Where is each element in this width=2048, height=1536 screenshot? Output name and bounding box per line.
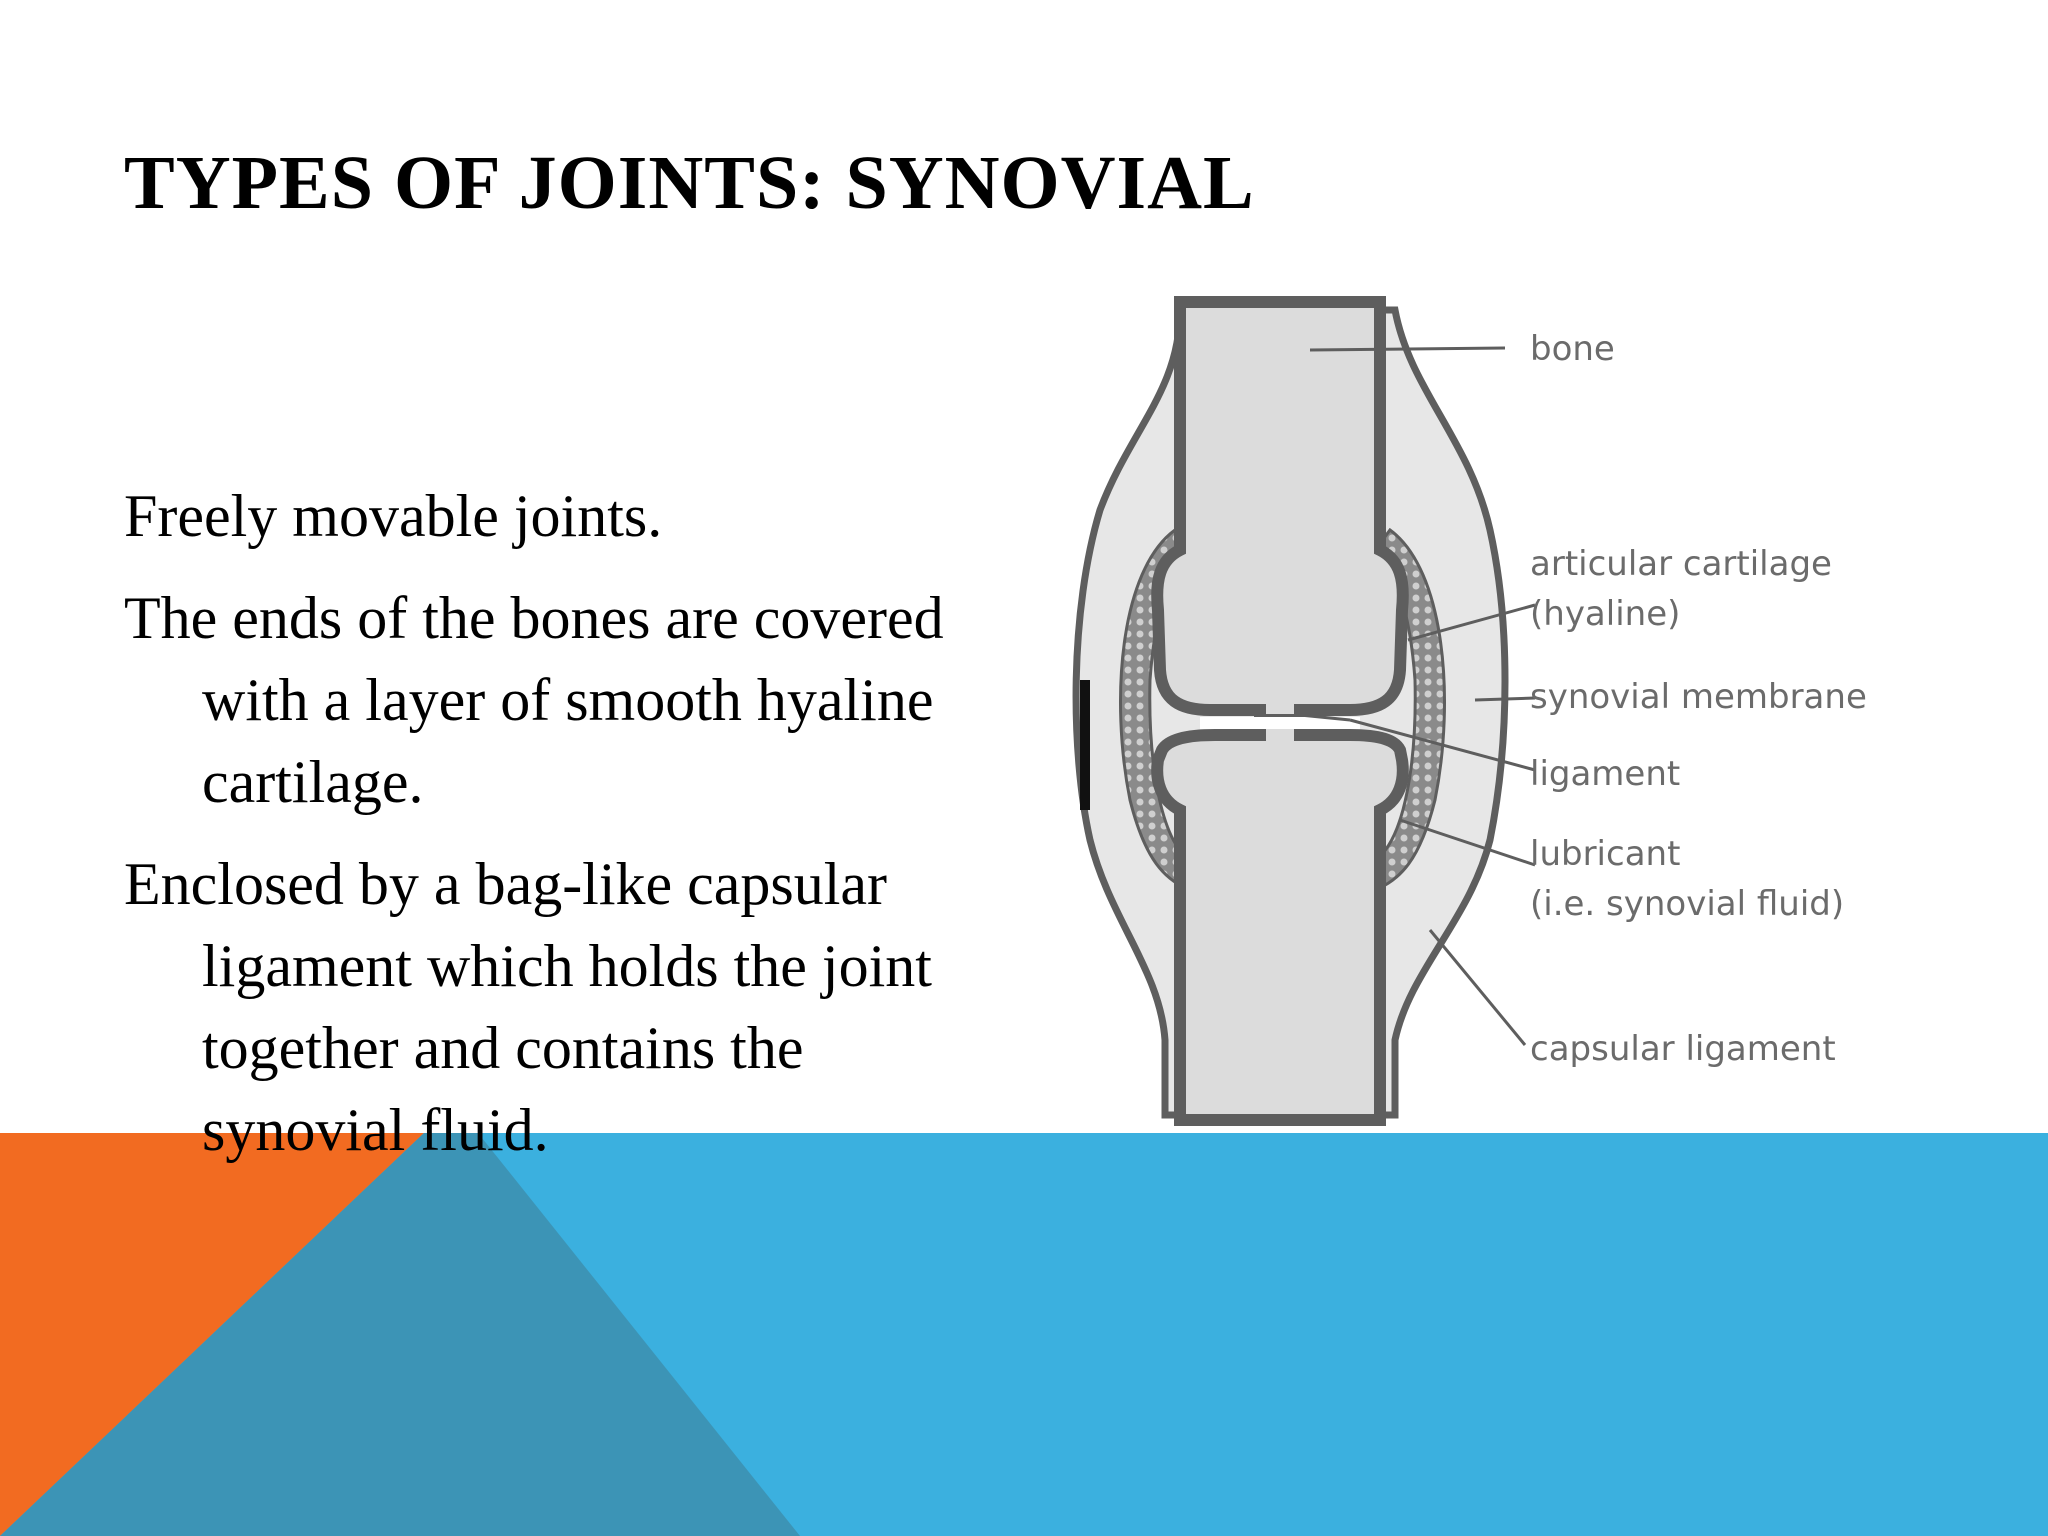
upper-bone [1157, 302, 1403, 725]
label-hyaline: (hyaline) [1530, 594, 1681, 634]
label-synovial-membrane: synovial membrane [1530, 677, 1867, 717]
bullet-item: Freely movable joints. [124, 483, 663, 549]
edge-mark [1080, 680, 1090, 810]
label-capsular-ligament: capsular ligament [1530, 1029, 1836, 1069]
label-articular-cartilage: articular cartilage [1530, 544, 1832, 584]
bullet-item: Enclosed by a bag-like capsular ligament which holds the joint together and contains the synovial fluid. [124, 851, 932, 1163]
bullet-list [124, 475, 984, 1191]
bullet-item: The ends of the bones are covered with a layer of smooth hyaline cartilage. [124, 585, 944, 815]
synovial-joint-diagram [1050, 280, 1930, 1130]
slide-title: TYPES OF JOINTS: SYNOVIAL [124, 141, 1255, 225]
label-lubricant: lubricant [1530, 834, 1681, 874]
label-bone: bone [1530, 329, 1615, 369]
lower-bone [1157, 720, 1403, 1120]
label-ligament: ligament [1530, 754, 1681, 794]
label-synovial-fluid: (i.e. synovial fluid) [1530, 884, 1845, 924]
